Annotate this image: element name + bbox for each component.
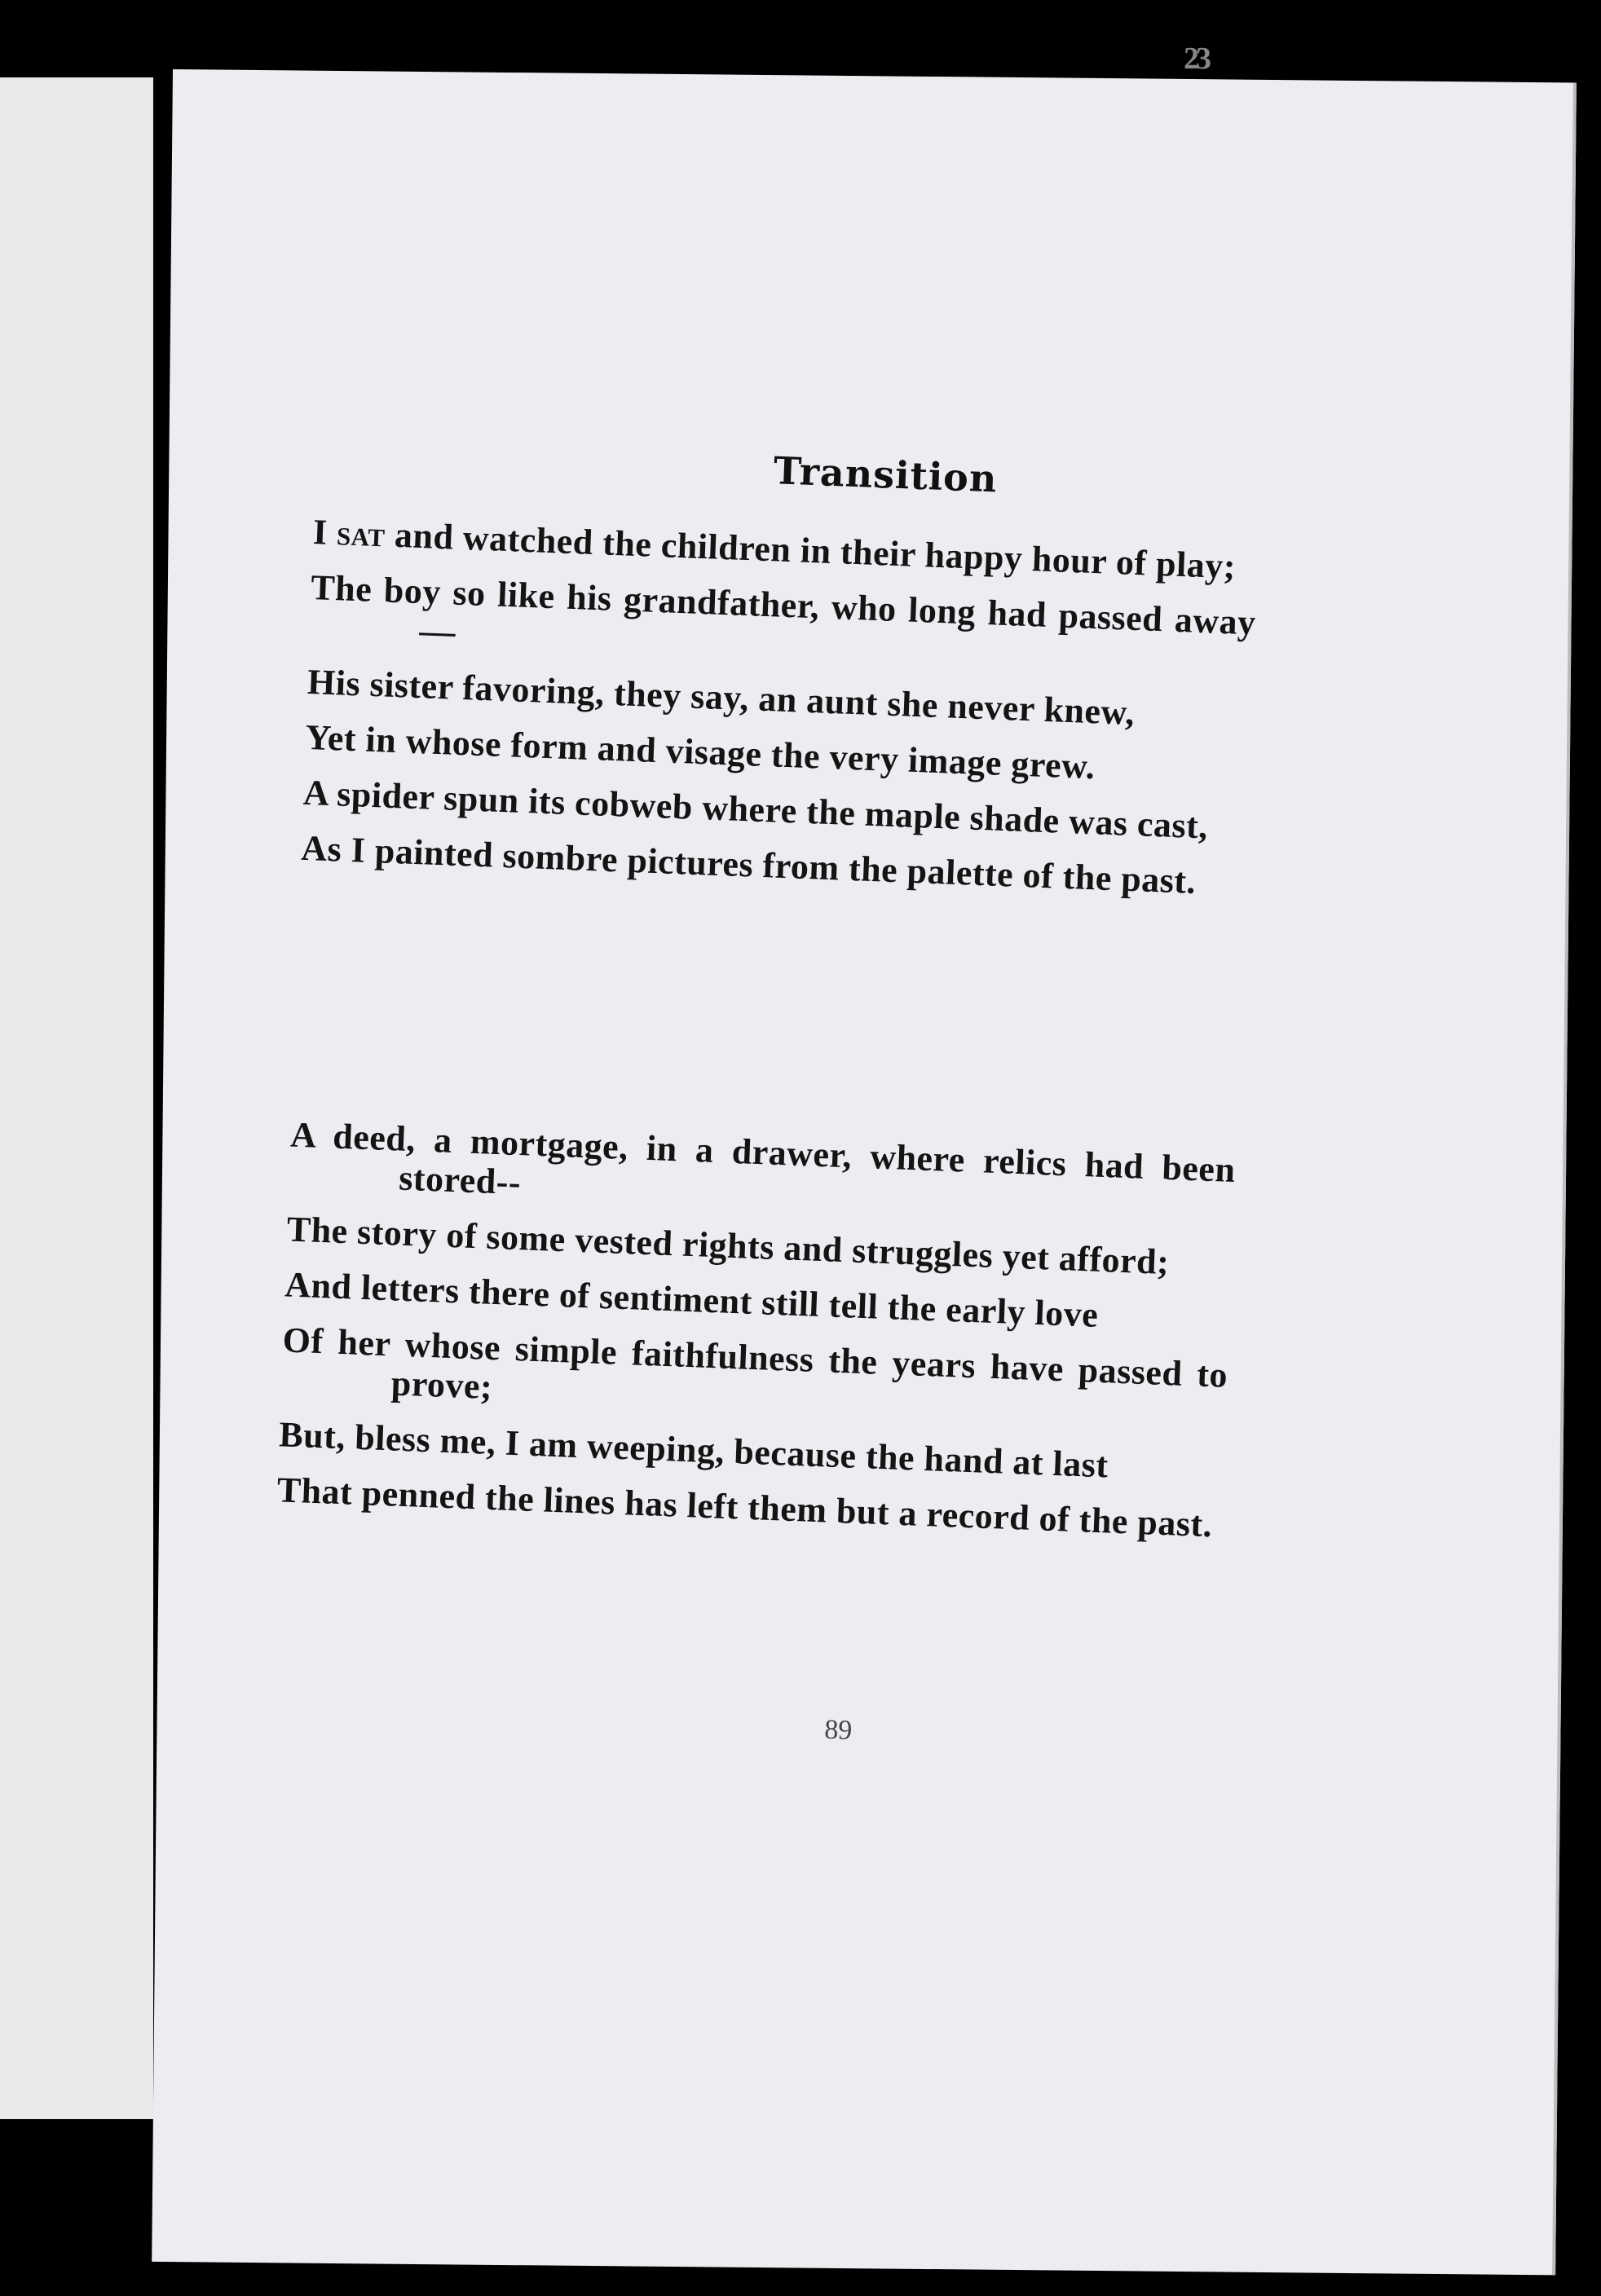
poem-title: Transition — [772, 448, 999, 501]
book-page — [152, 69, 1577, 2275]
poem-line: The boy so like his grandfather, who long had passed away— — [310, 567, 1257, 652]
facing-page — [0, 77, 153, 2119]
poem-line: I sat and watched the children in their happy hour of play; — [312, 512, 1237, 587]
poem-line: Yet in whose form and visage the very image grew. — [304, 716, 1096, 787]
poem-line: That penned the lines has left them but a record of the past. — [276, 1470, 1214, 1545]
poem — [118, 51, 1600, 2295]
poem-line: As I painted sombre pictures from the palette of the past. — [300, 827, 1197, 901]
corner-mark: 23 — [1184, 42, 1208, 76]
stanza-2 — [276, 1116, 1236, 1562]
poem-line: But, bless me, I am weeping, because the hand at last — [278, 1414, 1109, 1486]
poem-line: The story of some vested rights and struggles yet afford; — [285, 1209, 1171, 1283]
poem-line: His sister favoring, they say, an aunt she never knew, — [307, 661, 1136, 733]
poem-line: And letters there of sentiment still tell the early love — [284, 1264, 1100, 1335]
poem-line: Of her whose simple faithfulness the years have passed to prove; — [281, 1320, 1228, 1408]
poem-line: A spider spun its cobweb where the maple shade was cast, — [302, 772, 1209, 847]
poem-line: A deed, a mortgage, in a drawer, where relics had been stored-- — [289, 1114, 1237, 1203]
page-number: 89 — [823, 1714, 853, 1746]
stanza-1 — [300, 513, 1259, 919]
